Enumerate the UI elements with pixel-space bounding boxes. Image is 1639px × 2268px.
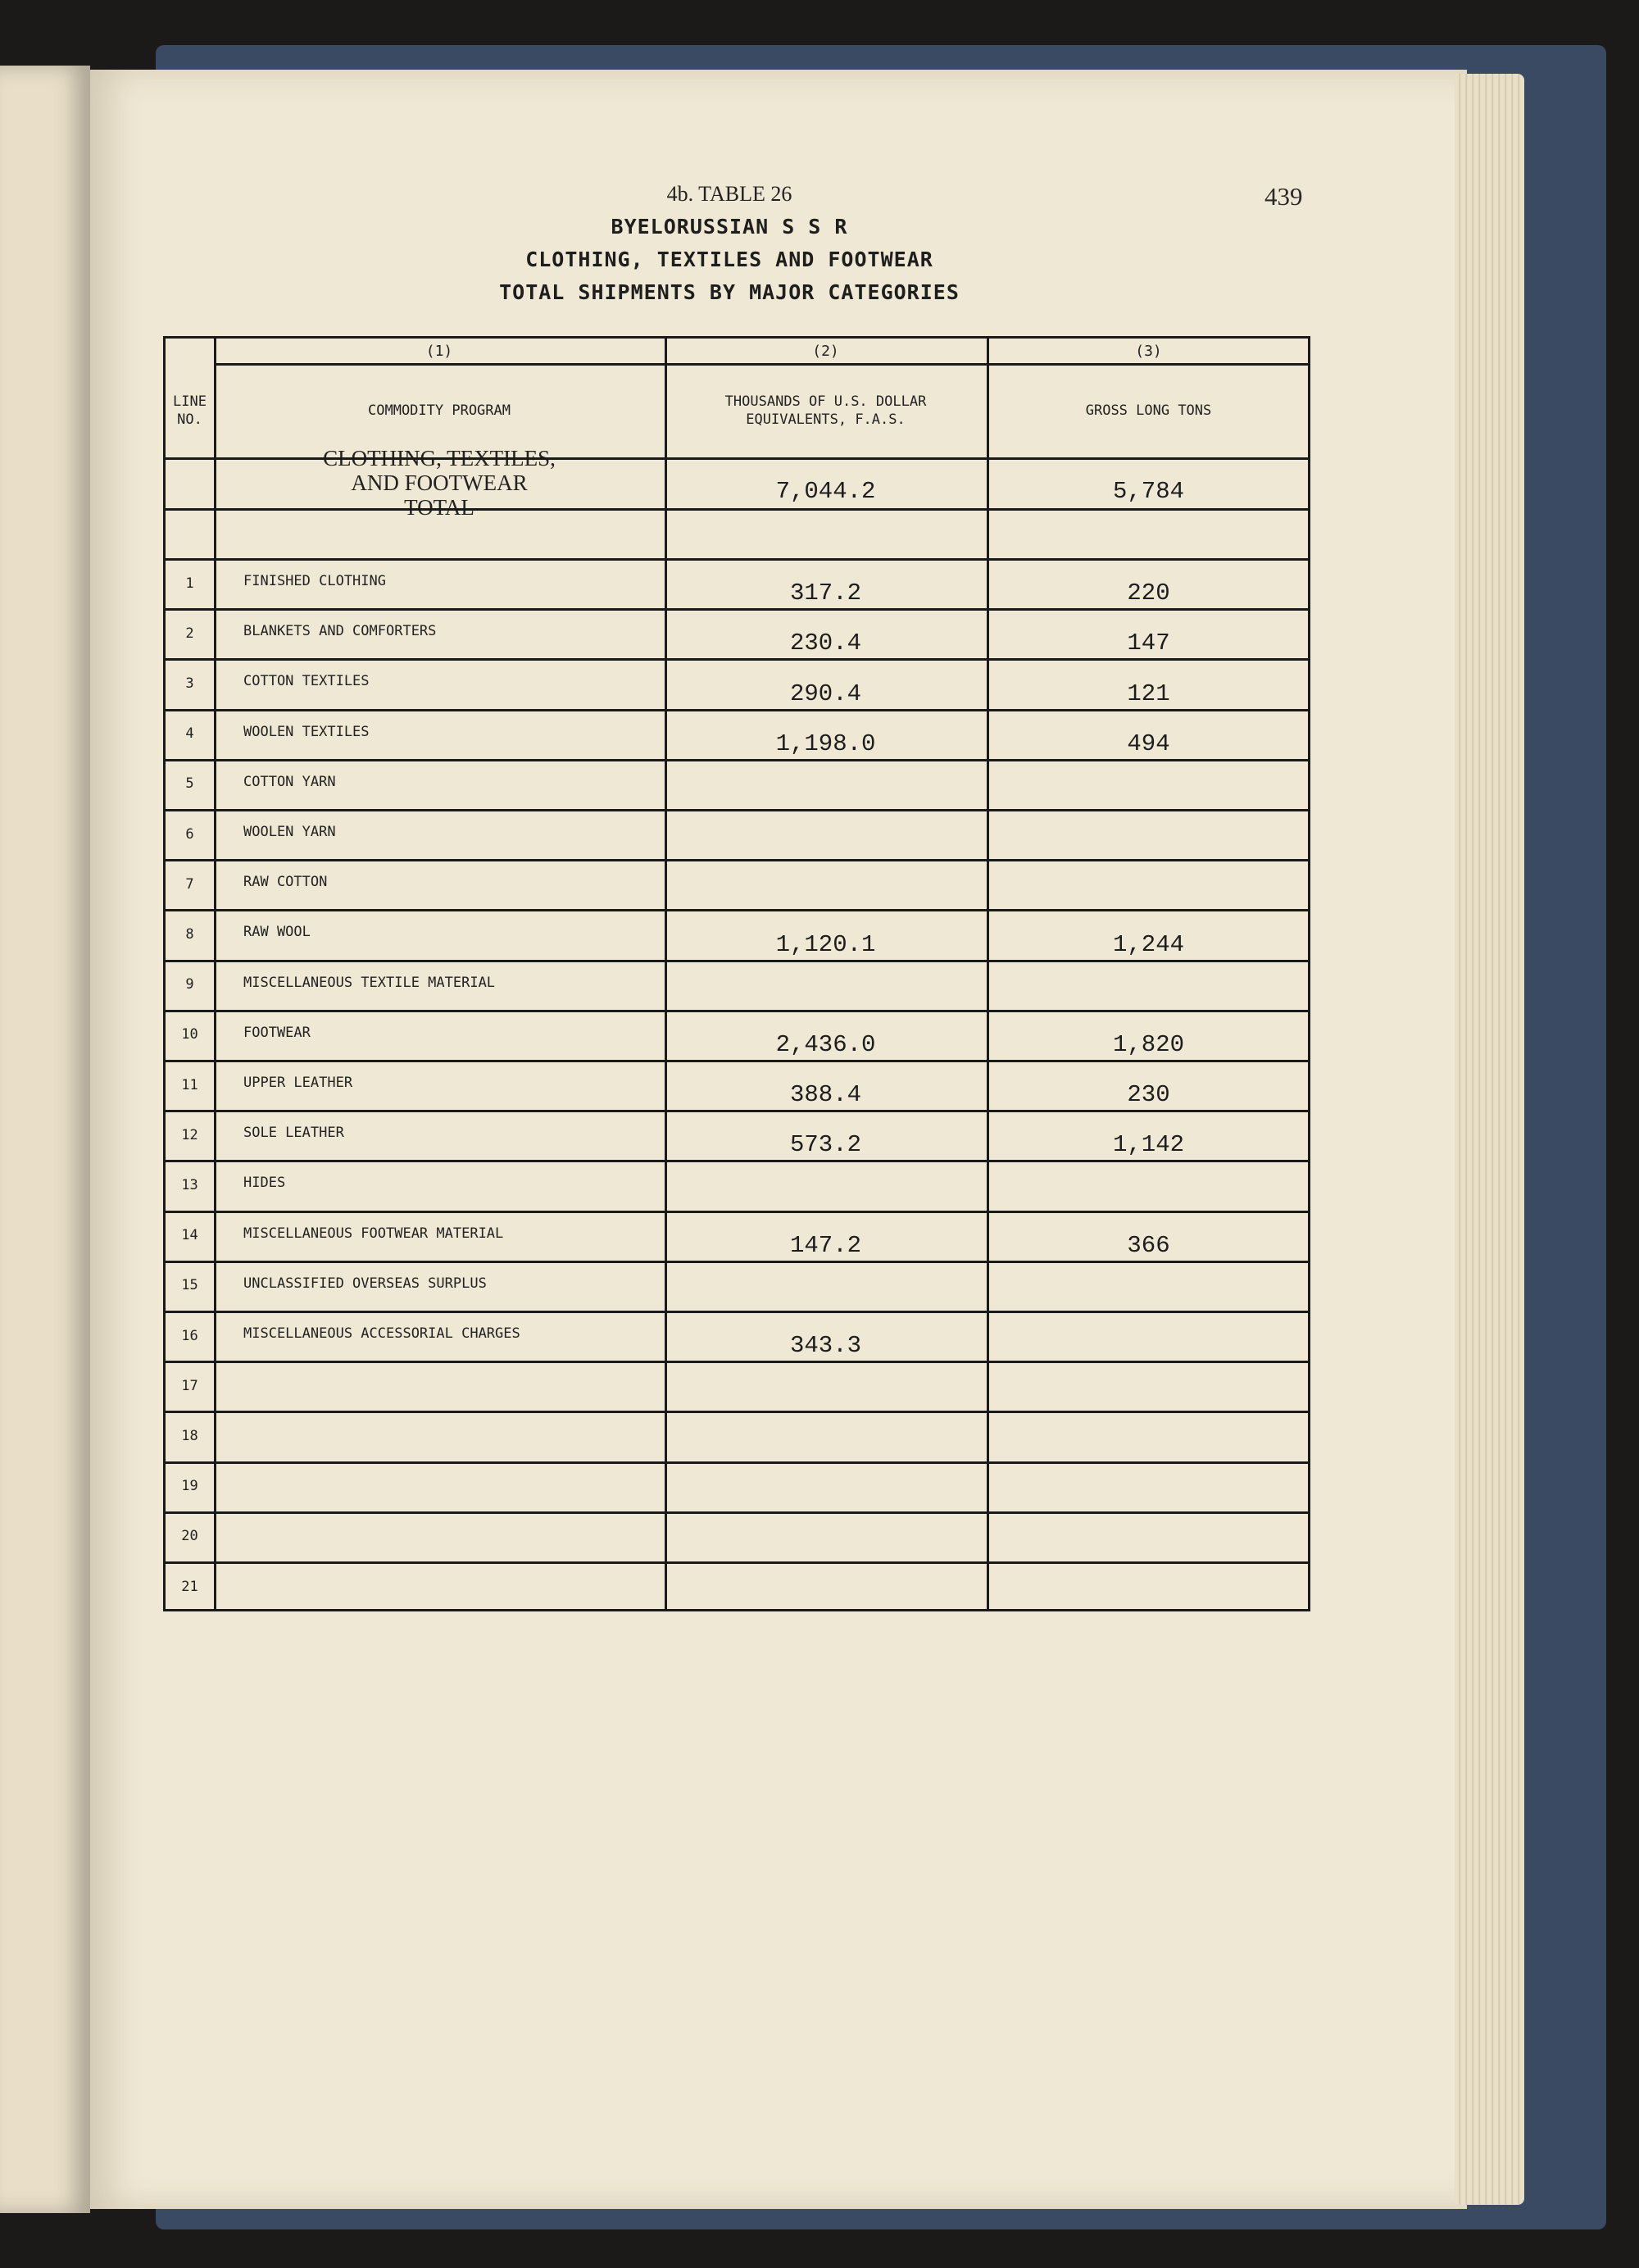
dollar-value — [665, 1160, 987, 1210]
tons-value — [987, 1261, 1310, 1311]
tons-value — [987, 1311, 1310, 1361]
line-number: 14 — [181, 1227, 198, 1244]
line-number: 19 — [181, 1478, 198, 1495]
commodity-label: COTTON TEXTILES — [243, 673, 370, 690]
line-number: 4 — [185, 725, 194, 743]
commodity-label — [243, 1561, 665, 1611]
commodity-label: MISCELLANEOUS FOOTWEAR MATERIAL — [243, 1225, 504, 1242]
dollar-value: 2,436.0 — [775, 1030, 876, 1058]
left-page-edge — [0, 66, 90, 2213]
table-column-rule — [214, 339, 216, 1609]
tons-value: 1,142 — [1112, 1131, 1184, 1159]
commodity-label: COTTON YARN — [243, 773, 336, 790]
table-rule — [166, 859, 1308, 861]
dollar-value: 1,120.1 — [775, 930, 876, 958]
line-number: 11 — [181, 1076, 198, 1093]
tons-value: 220 — [1127, 579, 1170, 607]
table-rule — [166, 1060, 1308, 1062]
commodity-label: WOOLEN TEXTILES — [243, 723, 370, 740]
total-dollars: 7,044.2 — [775, 478, 876, 505]
header-line-no: LINE NO. — [173, 393, 207, 428]
tons-value — [987, 809, 1310, 859]
table-rule — [166, 759, 1308, 761]
dollar-value — [665, 809, 987, 859]
line-number: 7 — [185, 875, 194, 893]
heading-category: CLOTHING, TEXTILES AND FOOTWEAR — [525, 248, 933, 271]
table-rule — [166, 1411, 1308, 1413]
line-number: 3 — [185, 675, 194, 692]
table-rule — [166, 658, 1308, 661]
column-number-3: (3) — [1135, 342, 1162, 360]
table-rule — [214, 363, 1308, 366]
tons-value: 230 — [1127, 1081, 1170, 1109]
line-number: 9 — [185, 976, 194, 993]
commodity-label: RAW WOOL — [243, 924, 311, 941]
commodity-label: MISCELLANEOUS ACCESSORIAL CHARGES — [243, 1325, 520, 1342]
table-rule — [166, 1010, 1308, 1012]
dollar-value — [665, 759, 987, 809]
column-number-2: (2) — [812, 342, 839, 360]
commodity-label: UPPER LEATHER — [243, 1075, 353, 1091]
page-stack-edges — [1455, 74, 1524, 2205]
line-number: 21 — [181, 1578, 198, 1595]
table-rule — [166, 909, 1308, 911]
table-id: 4b. TABLE 26 — [666, 182, 792, 206]
line-number: 13 — [181, 1176, 198, 1193]
tons-value — [987, 1361, 1310, 1411]
table-rule — [166, 1110, 1308, 1112]
table-rule — [166, 1361, 1308, 1363]
commodity-label: WOOLEN YARN — [243, 824, 336, 840]
dollar-value — [665, 1561, 987, 1611]
commodity-label: RAW COTTON — [243, 874, 328, 891]
table-column-rule — [665, 339, 667, 1609]
tons-value: 147 — [1127, 629, 1170, 657]
table-rule — [166, 1511, 1308, 1514]
tons-value — [987, 1561, 1310, 1611]
dollar-value: 290.4 — [789, 679, 861, 707]
header-tons: GROSS LONG TONS — [1085, 402, 1212, 419]
commodity-label: HIDES — [243, 1175, 286, 1192]
dollar-value — [665, 960, 987, 1010]
dollar-value — [665, 1261, 987, 1311]
tons-value — [987, 960, 1310, 1010]
table-column-rule — [987, 339, 989, 1609]
line-number: 12 — [181, 1126, 198, 1143]
dollar-value: 388.4 — [789, 1081, 861, 1109]
tons-value — [987, 1511, 1310, 1561]
page-number: 439 — [1264, 182, 1303, 211]
table-rule — [166, 960, 1308, 962]
tons-value — [987, 1160, 1310, 1210]
heading-country: BYELORUSSIAN S S R — [611, 215, 848, 239]
line-number: 8 — [185, 925, 194, 943]
commodity-label — [243, 1361, 665, 1411]
header-dollars: THOUSANDS OF U.S. DOLLAR EQUIVALENTS, F.A.S. — [724, 393, 927, 428]
header-commodity: COMMODITY PROGRAM — [368, 402, 511, 419]
table-rule — [166, 508, 1308, 511]
tons-value — [987, 1411, 1310, 1461]
commodity-label: FINISHED CLOTHING — [243, 573, 386, 589]
line-number: 16 — [181, 1327, 198, 1344]
line-number: 1 — [185, 575, 194, 592]
dollar-value: 317.2 — [789, 579, 861, 607]
table-rule — [166, 809, 1308, 811]
tons-value — [987, 759, 1310, 809]
tons-value — [987, 859, 1310, 909]
line-number: 5 — [185, 775, 194, 793]
tons-value: 1,244 — [1112, 930, 1184, 958]
tons-value: 1,820 — [1112, 1030, 1184, 1058]
line-number: 6 — [185, 825, 194, 843]
line-number: 2 — [185, 625, 194, 642]
commodity-label — [243, 1511, 665, 1561]
table-rule — [166, 558, 1308, 561]
table-rule — [166, 709, 1308, 711]
table-rule — [166, 1211, 1308, 1213]
tons-value — [987, 1461, 1310, 1511]
commodity-label — [243, 1411, 665, 1461]
table-rule — [166, 1261, 1308, 1263]
dollar-value — [665, 1511, 987, 1561]
commodity-label: UNCLASSIFIED OVERSEAS SURPLUS — [243, 1275, 487, 1292]
heading-subtitle: TOTAL SHIPMENTS BY MAJOR CATEGORIES — [499, 280, 960, 304]
table-rule — [166, 1561, 1308, 1564]
dollar-value: 1,198.0 — [775, 729, 876, 757]
dollar-value: 343.3 — [789, 1332, 861, 1360]
line-number: 10 — [181, 1026, 198, 1043]
total-tons: 5,784 — [1112, 478, 1184, 505]
line-number: 15 — [181, 1277, 198, 1294]
total-label: CLOTHING, TEXTILES, AND FOOTWEAR TOTAL — [323, 446, 556, 520]
dollar-value — [665, 1361, 987, 1411]
line-number: 18 — [181, 1427, 198, 1444]
line-number: 20 — [181, 1528, 198, 1545]
commodity-label — [243, 1461, 665, 1511]
line-number: 17 — [181, 1377, 198, 1394]
dollar-value — [665, 859, 987, 909]
commodity-label: MISCELLANEOUS TEXTILE MATERIAL — [243, 974, 496, 991]
shipments-table — [163, 336, 1310, 1611]
dollar-value: 573.2 — [789, 1131, 861, 1159]
table-rule — [166, 608, 1308, 611]
table-rule — [166, 1160, 1308, 1162]
column-number-1: (1) — [425, 342, 453, 360]
dollar-value — [665, 1461, 987, 1511]
commodity-label: SOLE LEATHER — [243, 1125, 344, 1142]
dollar-value — [665, 1411, 987, 1461]
tons-value: 366 — [1127, 1231, 1170, 1259]
table-rule — [166, 1461, 1308, 1464]
commodity-label: FOOTWEAR — [243, 1024, 311, 1041]
tons-value: 494 — [1127, 729, 1170, 757]
dollar-value: 147.2 — [789, 1231, 861, 1259]
table-rule — [166, 457, 1308, 460]
commodity-label: BLANKETS AND COMFORTERS — [243, 623, 437, 640]
dollar-value: 230.4 — [789, 629, 861, 657]
tons-value: 121 — [1127, 679, 1170, 707]
table-rule — [166, 1311, 1308, 1313]
